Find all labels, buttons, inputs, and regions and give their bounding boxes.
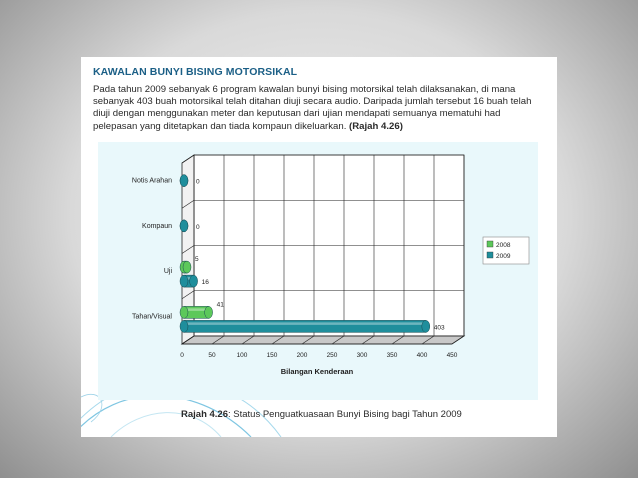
- data-label: 403: [433, 324, 445, 332]
- bar-2008-cap: [183, 261, 191, 273]
- bar-2008-base: [180, 306, 188, 318]
- chart-floor: [182, 336, 464, 344]
- x-axis-title: Bilangan Kenderaan: [280, 367, 354, 376]
- caption-text: : Status Penguatkuasaan Bunyi Bising bagi Tahun 2009: [228, 409, 462, 420]
- legend-label: 2009: [496, 253, 511, 260]
- paragraph-figure-ref: (Rajah 4.26): [349, 120, 403, 132]
- y-category-label: Kompaun: [142, 222, 172, 230]
- bar-2009-base: [180, 320, 188, 332]
- x-tick-label: 450: [446, 352, 458, 359]
- bar-2008-cap: [205, 306, 213, 318]
- body-paragraph: [93, 84, 543, 133]
- x-tick-label: 150: [266, 352, 278, 359]
- bar-zero-cap: [180, 175, 188, 187]
- bar-2009-cap: [190, 275, 198, 287]
- y-category-label: Notis Arahan: [131, 177, 172, 185]
- data-label: 41: [216, 301, 224, 309]
- data-label: 5: [195, 256, 199, 264]
- data-label: 16: [201, 279, 209, 287]
- x-tick-label: 350: [386, 352, 398, 359]
- bar-2009-cap: [422, 320, 430, 332]
- chart-panel: [98, 142, 538, 400]
- y-category-label: Uji: [163, 268, 172, 276]
- paragraph-text: Pada tahun 2009 sebanyak 6 program kawalan bunyi bising motorsikal telah dilaksanakan, di mana sebanyak 403 buah motorsikal telah ditahan diuji secara audio. Daripada jumlah tersebut 16 buah telah diuji dengan menggunakan meter dan keputusan dari ujian mendapati semuanya mematuhi had pelepasan yang ditetapkan dan tiada kompaun dikeluarkan.: [93, 84, 532, 132]
- x-tick-label: 250: [326, 352, 338, 359]
- legend-swatch: [487, 241, 493, 247]
- legend-label: 2008: [496, 242, 511, 249]
- x-tick-label: 50: [208, 352, 216, 359]
- bar-zero-cap: [180, 220, 188, 232]
- bar-chart: [98, 142, 538, 400]
- x-tick-label: 300: [356, 352, 368, 359]
- document-page: [81, 57, 557, 437]
- x-tick-label: 400: [416, 352, 428, 359]
- legend-swatch: [487, 252, 493, 258]
- data-label: 0: [196, 223, 200, 231]
- data-label: 0: [196, 178, 200, 186]
- caption-label: Rajah 4.26: [181, 409, 228, 420]
- section-title: KAWALAN BUNYI BISING MOTORSIKAL: [93, 66, 298, 78]
- x-tick-label: 200: [296, 352, 308, 359]
- bar-2009: [184, 320, 426, 332]
- bar-2009-base: [180, 275, 188, 287]
- x-tick-label: 100: [236, 352, 248, 359]
- y-category-label: Tahan/Visual: [132, 313, 172, 321]
- x-tick-label: 0: [180, 352, 184, 359]
- figure-caption: [181, 409, 462, 420]
- bar-2009-highlight: [184, 322, 426, 325]
